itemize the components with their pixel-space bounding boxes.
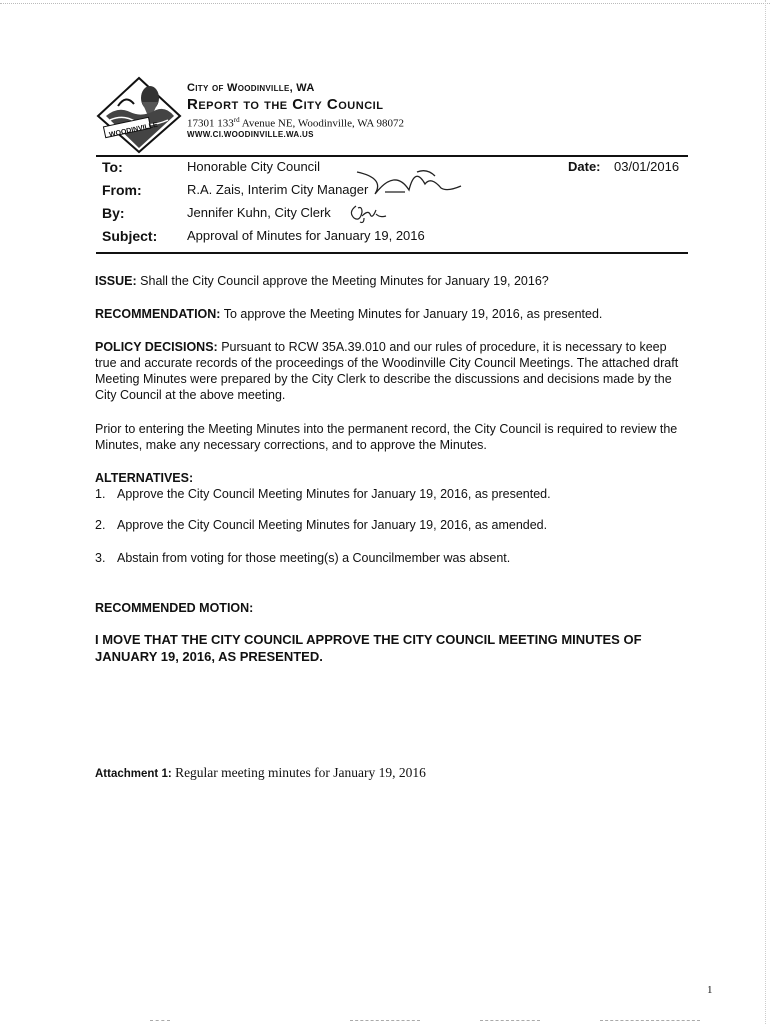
motion-text: I MOVE THAT THE CITY COUNCIL APPROVE THE CITY COUNCIL MEETING MINUTES OF JANUARY 19, 2016, AS PRESENTED. [95, 632, 642, 664]
scan-artifact [600, 1020, 700, 1021]
date-label: Date: [568, 159, 601, 174]
logo-text: WOODINVILLE [108, 121, 159, 139]
memo-divider [96, 252, 688, 254]
subject-value: Approval of Minutes for January 19, 2016 [187, 228, 425, 243]
recommended-motion-heading: RECOMMENDED MOTION: [95, 601, 254, 615]
attachment-line [95, 764, 426, 782]
recommendation-paragraph [95, 306, 680, 322]
scan-artifact [350, 1020, 420, 1021]
list-item: 2. Approve the City Council Meeting Minutes for January 19, 2016, as amended. [95, 518, 548, 532]
alternatives-heading: ALTERNATIVES: [95, 471, 194, 485]
scan-artifact [480, 1020, 540, 1021]
scan-edge-right [765, 0, 766, 1024]
to-label: To: [102, 159, 123, 175]
date-value: 03/01/2016 [614, 159, 680, 174]
city-website: WWW.CI.WOODINVILLE.WA.US [187, 130, 314, 139]
attachment-text: Regular meeting minutes for January 19, 2016 [171, 765, 426, 780]
policy-label: POLICY DECISIONS: [95, 340, 218, 354]
recommendation-text: To approve the Meeting Minutes for January 19, 2016, as presented. [220, 307, 603, 321]
issue-label: ISSUE: [95, 274, 137, 288]
issue-paragraph [95, 273, 680, 289]
issue-text: Shall the City Council approve the Meeting Minutes for January 19, 2016? [136, 274, 549, 288]
by-value: Jennifer Kuhn, City Clerk [187, 205, 331, 220]
report-title: Report to the City Council [187, 96, 384, 113]
city-manager-signature-icon [355, 162, 465, 202]
to-value: Honorable City Council [187, 159, 320, 174]
recommendation-label: RECOMMENDATION: [95, 307, 221, 321]
city-address: 17301 133rd Avenue NE, Woodinville, WA 98072 [187, 116, 405, 130]
prior-paragraph: Prior to entering the Meeting Minutes into the permanent record, the City Council is required to review the Minutes, make any necessary corrections, and to approve the Minutes. [95, 422, 678, 452]
from-value: R.A. Zais, Interim City Manager [187, 182, 369, 197]
list-item: 3. Abstain from voting for those meeting(s) a Councilmember was absent. [95, 551, 511, 565]
scan-artifact [150, 1020, 170, 1021]
from-label: From: [102, 182, 142, 198]
attachment-label: Attachment 1: [95, 768, 172, 780]
city-logo-icon [96, 76, 182, 154]
policy-paragraph [95, 339, 680, 403]
city-name: City of Woodinville, WA [187, 82, 315, 94]
city-clerk-signature-icon [346, 202, 388, 224]
page-number: 1 [707, 984, 713, 996]
by-label: By: [102, 205, 125, 221]
subject-label: Subject: [102, 228, 158, 244]
header-divider [96, 155, 688, 157]
list-item: 1. Approve the City Council Meeting Minutes for January 19, 2016, as presented. [95, 487, 551, 501]
policy-text: Pursuant to RCW 35A.39.010 and our rules of procedure, it is necessary to keep true and accurate records of the proceedings of the Woodinville City Council Meetings. The attached draft Meeting Minutes were prepared by the City Clerk to describe the discussions and decisions made by the City Council at the above meeting. [95, 340, 679, 402]
scan-edge-top [0, 3, 770, 4]
